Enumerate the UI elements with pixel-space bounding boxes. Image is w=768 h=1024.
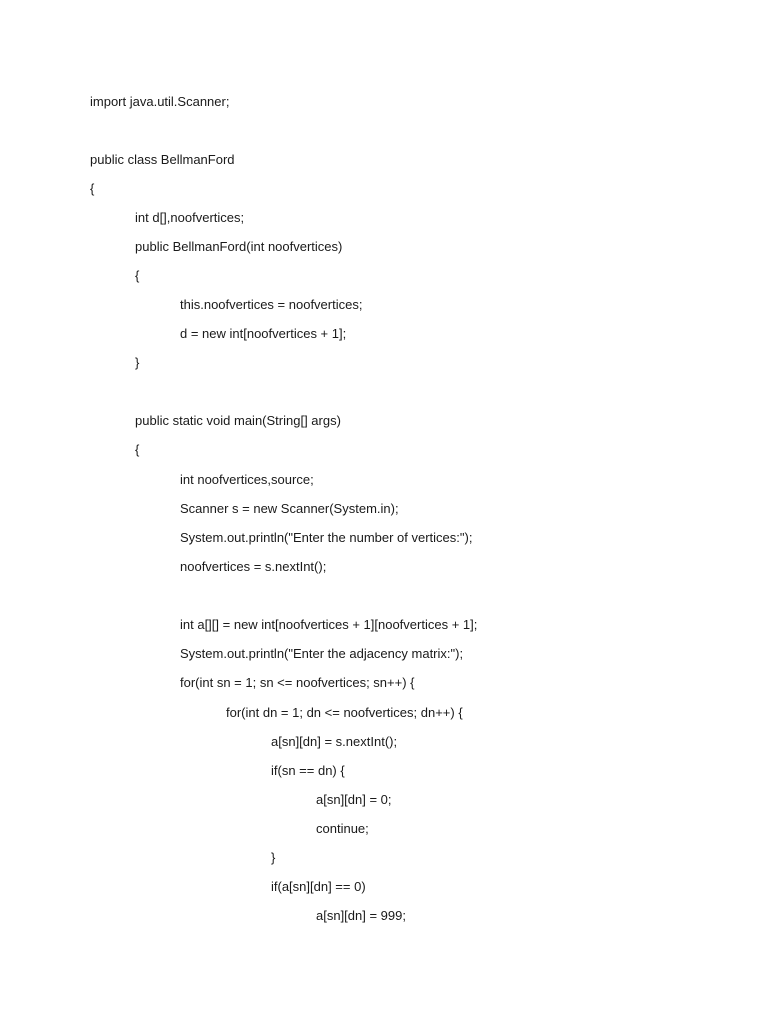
code-line: a[sn][dn] = s.nextInt(); [271, 734, 398, 749]
code-line: for(int dn = 1; dn <= noofvertices; dn++) { [226, 705, 463, 720]
code-line: if(a[sn][dn] == 0) [271, 879, 366, 894]
code-line: for(int sn = 1; sn <= noofvertices; sn++) { [180, 675, 415, 690]
code-line: continue; [316, 821, 369, 836]
code-line: System.out.println("Enter the adjacency matrix:"); [180, 646, 464, 661]
code-line: Scanner s = new Scanner(System.in); [180, 501, 399, 516]
code-line: { [135, 442, 140, 457]
code-line: public BellmanFord(int noofvertices) [135, 239, 343, 254]
code-line: this.noofvertices = noofvertices; [180, 297, 363, 312]
code-line: public static void main(String[] args) [135, 413, 341, 428]
code-line: d = new int[noofvertices + 1]; [180, 326, 347, 341]
code-line: if(sn == dn) { [271, 763, 345, 778]
code-line: import java.util.Scanner; [90, 94, 230, 109]
code-line: noofvertices = s.nextInt(); [180, 559, 327, 574]
code-line: int noofvertices,source; [180, 472, 314, 487]
code-line: } [271, 850, 276, 865]
code-line: a[sn][dn] = 0; [316, 792, 392, 807]
code-line: int d[],noofvertices; [135, 210, 245, 225]
code-line: System.out.println("Enter the number of vertices:"); [180, 530, 473, 545]
code-line: { [90, 181, 95, 196]
code-line: { [135, 268, 140, 283]
code-line: } [135, 355, 140, 370]
code-line: int a[][] = new int[noofvertices + 1][noofvertices + 1]; [180, 617, 478, 632]
code-line: a[sn][dn] = 999; [316, 908, 406, 923]
code-line: public class BellmanFord [90, 152, 235, 167]
